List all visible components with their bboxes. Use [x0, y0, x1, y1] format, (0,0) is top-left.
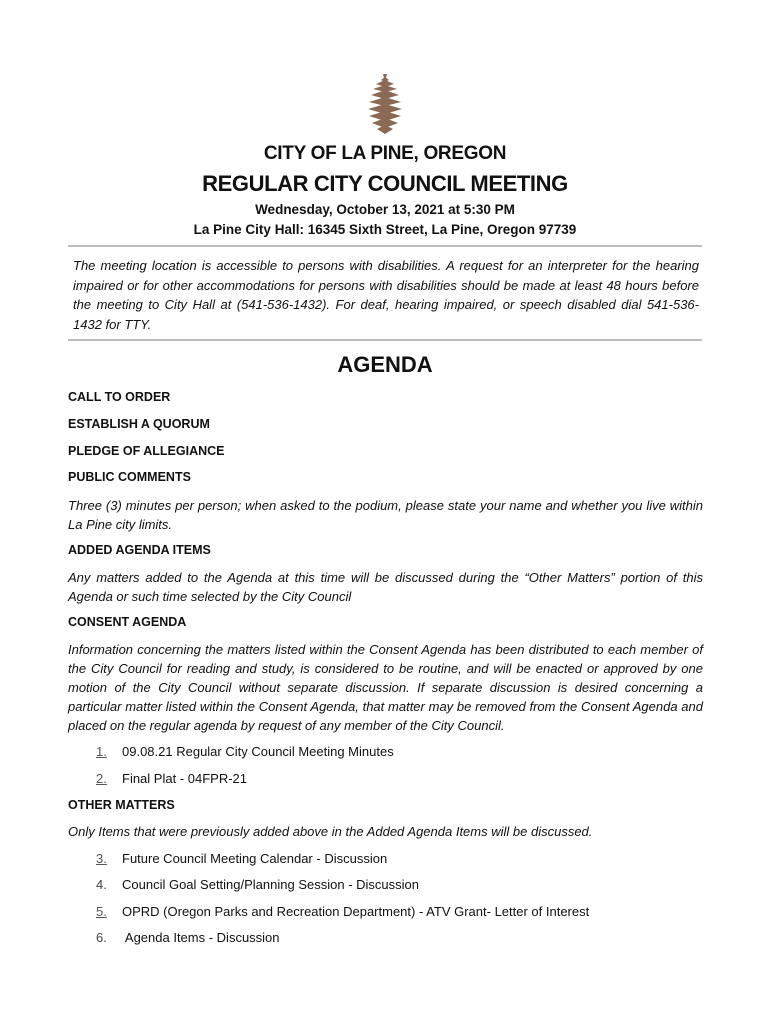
list-item: 2. Final Plat - 04FPR-21 [96, 771, 247, 786]
other-matters-heading: OTHER MATTERS [68, 798, 175, 812]
consent-heading: CONSENT AGENDA [68, 615, 187, 629]
pledge-heading: PLEDGE OF ALLEGIANCE [68, 444, 225, 458]
item-number-link[interactable]: 5. [96, 904, 107, 919]
consent-text: Information concerning the matters listed within the Consent Agenda has been distributed to each member of the City Council for reading and study, is considered to be routine, and will be enacted or approved by one motion of the City Council without separate discussion. If separate discussion is desired concerning a particular matter listed within the Consent Agenda, that matter may be removed from the Consent Agenda and placed on the regular agenda by request of any member of the City Council. [68, 642, 703, 733]
public-comments-text: Three (3) minutes per person; when asked to the podium, please state your name and whether you live within La Pine city limits. [68, 498, 703, 532]
call-to-order-heading: CALL TO ORDER [68, 390, 171, 404]
list-item: 6. Agenda Items - Discussion [96, 930, 280, 945]
added-items-text: Any matters added to the Agenda at this time will be discussed during the “Other Matters” portion of this Agenda or such time selected by the City Council [68, 570, 703, 604]
item-number-link[interactable]: 3. [96, 851, 107, 866]
divider [68, 339, 702, 341]
divider [68, 245, 702, 247]
public-comments-heading: PUBLIC COMMENTS [68, 470, 191, 484]
list-item: 1. 09.08.21 Regular City Council Meeting Minutes [96, 744, 394, 759]
meeting-date: Wednesday, October 13, 2021 at 5:30 PM [255, 202, 515, 217]
list-item: 4. Council Goal Setting/Planning Session - Discussion [96, 877, 419, 892]
pinecone-icon [361, 72, 409, 136]
item-number-link[interactable]: 1. [96, 744, 107, 759]
meeting-title: REGULAR CITY COUNCIL MEETING [202, 171, 568, 196]
quorum-heading: ESTABLISH A QUORUM [68, 417, 210, 431]
agenda-heading: AGENDA [337, 352, 433, 377]
other-matters-text: Only Items that were previously added above in the Added Agenda Items will be discussed. [68, 824, 593, 839]
item-number-link[interactable]: 2. [96, 771, 107, 786]
accessibility-notice: The meeting location is accessible to persons with disabilities. A request for an interpreter for the hearing impaired or for other accommodations for persons with disabilities should be made at least 48 hours before the meeting to City Hall at (541-536-1432). For deaf, hearing impaired, or speech disabled dial 541-536-1432 for TTY. [73, 258, 699, 332]
item-number: 6. [96, 930, 107, 945]
list-item: 5. OPRD (Oregon Parks and Recreation Department) - ATV Grant- Letter of Interest [96, 904, 590, 919]
city-name: CITY OF LA PINE, OREGON [263, 143, 507, 164]
list-item: 3. Future Council Meeting Calendar - Discussion [96, 851, 388, 866]
item-number: 4. [96, 877, 107, 892]
meeting-venue: La Pine City Hall: 16345 Sixth Street, La Pine, Oregon 97739 [193, 222, 577, 237]
added-items-heading: ADDED AGENDA ITEMS [68, 543, 211, 557]
